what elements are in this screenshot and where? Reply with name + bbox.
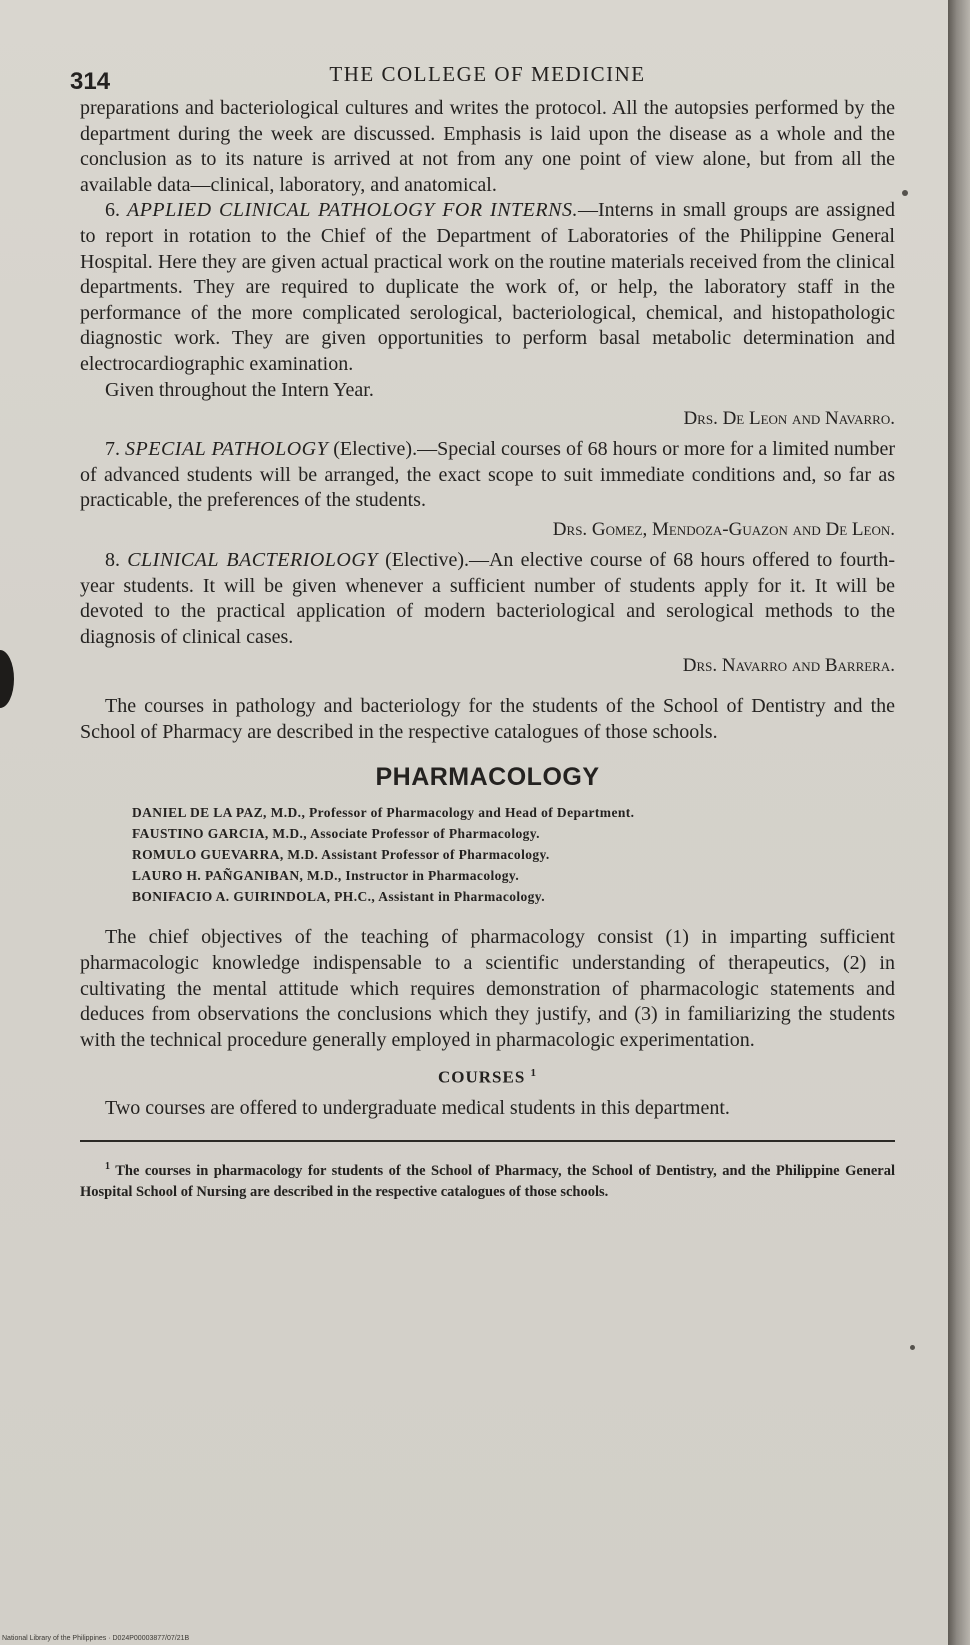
- binding-edge-shadow: [948, 0, 970, 1645]
- faculty-name: ROMULO GUEVARRA, M.D.: [132, 847, 319, 863]
- faculty-name: FAUSTINO GARCIA, M.D.,: [132, 826, 308, 842]
- courses-heading-text: COURSES: [437, 1068, 526, 1088]
- course-7-number: 7.: [105, 438, 126, 461]
- course-6-paragraph: [80, 198, 895, 377]
- courses-intro: Two courses are offered to undergraduate medical students in this department.: [105, 1097, 730, 1120]
- faculty-role: Associate Professor of Pharmacology.: [307, 826, 540, 842]
- running-head: [70, 56, 895, 96]
- spacer: [80, 684, 895, 694]
- faculty-entry: [132, 802, 895, 823]
- footnote-reference: 1: [530, 1067, 538, 1080]
- section-heading-pharmacology: PHARMACOLOGY: [375, 763, 600, 792]
- courses-heading: [80, 1067, 895, 1088]
- course-7-paragraph: [80, 437, 895, 514]
- footnote: [80, 1156, 895, 1203]
- course-6-title: APPLIED CLINICAL PATHOLOGY FOR INTERNS.: [126, 199, 578, 222]
- course-8-number: 8.: [105, 548, 128, 571]
- scan-credit: National Library of the Philippines · D024P00003877/07/21B: [2, 1635, 190, 1642]
- footnote-text: The courses in pharmacology for students of the School of Pharmacy, the School of Dentistry, and the Philippine General Hospital School of Nursing are described in the respective catalogues of those schools.: [80, 1162, 895, 1200]
- faculty-entry: [132, 886, 895, 907]
- faculty-list: [132, 802, 895, 907]
- course-7-body: (Elective).—Special courses of 68 hours or more for a limited number of advanced students will be arranged, the exact scope to suit immediate conditions and, so far as practicable, the preferences of the students.: [80, 438, 896, 512]
- course-7-instructors: Drs. Gomez, Mendoza-Guazon and De Leon.: [552, 518, 895, 540]
- page-content: [70, 56, 896, 1203]
- faculty-role: Instructor in Pharmacology.: [341, 868, 520, 884]
- faculty-role: Assistant in Pharmacology.: [375, 889, 545, 905]
- faculty-entry: [132, 865, 895, 886]
- faculty-entry: [132, 823, 895, 844]
- course-6-instructors: Drs. De Leon and Navarro.: [683, 408, 895, 430]
- page-blemish: [0, 650, 14, 708]
- faculty-name: LAURO H. PAÑGANIBAN, M.D.,: [132, 868, 342, 884]
- page-blemish: [910, 1345, 915, 1350]
- running-title: THE COLLEGE OF MEDICINE: [329, 62, 646, 86]
- footnote-divider: [80, 1140, 895, 1142]
- course-6-schedule: Given throughout the Intern Year.: [105, 378, 374, 401]
- course-8-body: (Elective).—An elective course of 68 hours offered to fourth-year students. It will be given whenever a sufficient number of students apply for it. It will be devoted to the practical application of modern bacteriological and serological methods to the diagnosis of clinical cases.: [80, 548, 896, 648]
- course-7-title: SPECIAL PATHOLOGY: [125, 438, 329, 461]
- page-number: 314: [70, 68, 111, 95]
- faculty-name: BONIFACIO A. GUIRINDOLA, PH.C.,: [132, 889, 376, 905]
- footnote-marker: 1: [105, 1160, 110, 1172]
- course-6-number: 6.: [105, 199, 127, 222]
- faculty-name: DANIEL DE LA PAZ, M.D.,: [132, 805, 306, 821]
- course-8-paragraph: [80, 548, 895, 650]
- faculty-role: Assistant Professor of Pharmacology.: [318, 847, 550, 863]
- faculty-role: Professor of Pharmacology and Head of Department.: [305, 805, 635, 821]
- pharmacology-objectives: The chief objectives of the teaching of pharmacology consist (1) in imparting sufficient pharmacologic knowledge indispensable to a scientific understanding of therapeutics, (2) in cultivating the mental attitude which requires demonstration of pharmacologic statements and deduces from observations the conclusions which they justify, and (3) in familiarizing the students with the technical procedure generally employed in pharmacologic experimentation.: [80, 926, 895, 1051]
- course-6-body: —Interns in small groups are assigned to report in rotation to the Chief of the Department of Laboratories of the Philippine General Hospital. Here they are given actual practical work on the routine materials received from the clinical departments. They are required to duplicate the work of, or help, the laboratory staff in the performance of the more complicated serological, bacteriological, chemical, and histopathologic diagnostic work. They are given opportunities to perform basal metabolic determination and electrocardiographic examination.: [80, 199, 895, 375]
- course-8-instructors: Drs. Navarro and Barrera.: [682, 655, 895, 677]
- paragraph-autopsy-continuation: preparations and bacteriological cultures and writes the protocol. All the autopsies performed by the department during the week are discussed. Emphasis is laid upon the disease as a whole and the conclusion as to its nature is arrived at not from any one point of view alone, but from all the available data—clinical, laboratory, and anatomical.: [80, 97, 895, 196]
- paragraph-other-schools: The courses in pathology and bacteriology for the students of the School of Dentistry and the School of Pharmacy are described in the respective catalogues of those schools.: [80, 695, 895, 743]
- faculty-entry: [132, 844, 895, 865]
- page-blemish: [902, 190, 908, 196]
- course-8-title: CLINICAL BACTERIOLOGY: [127, 548, 378, 571]
